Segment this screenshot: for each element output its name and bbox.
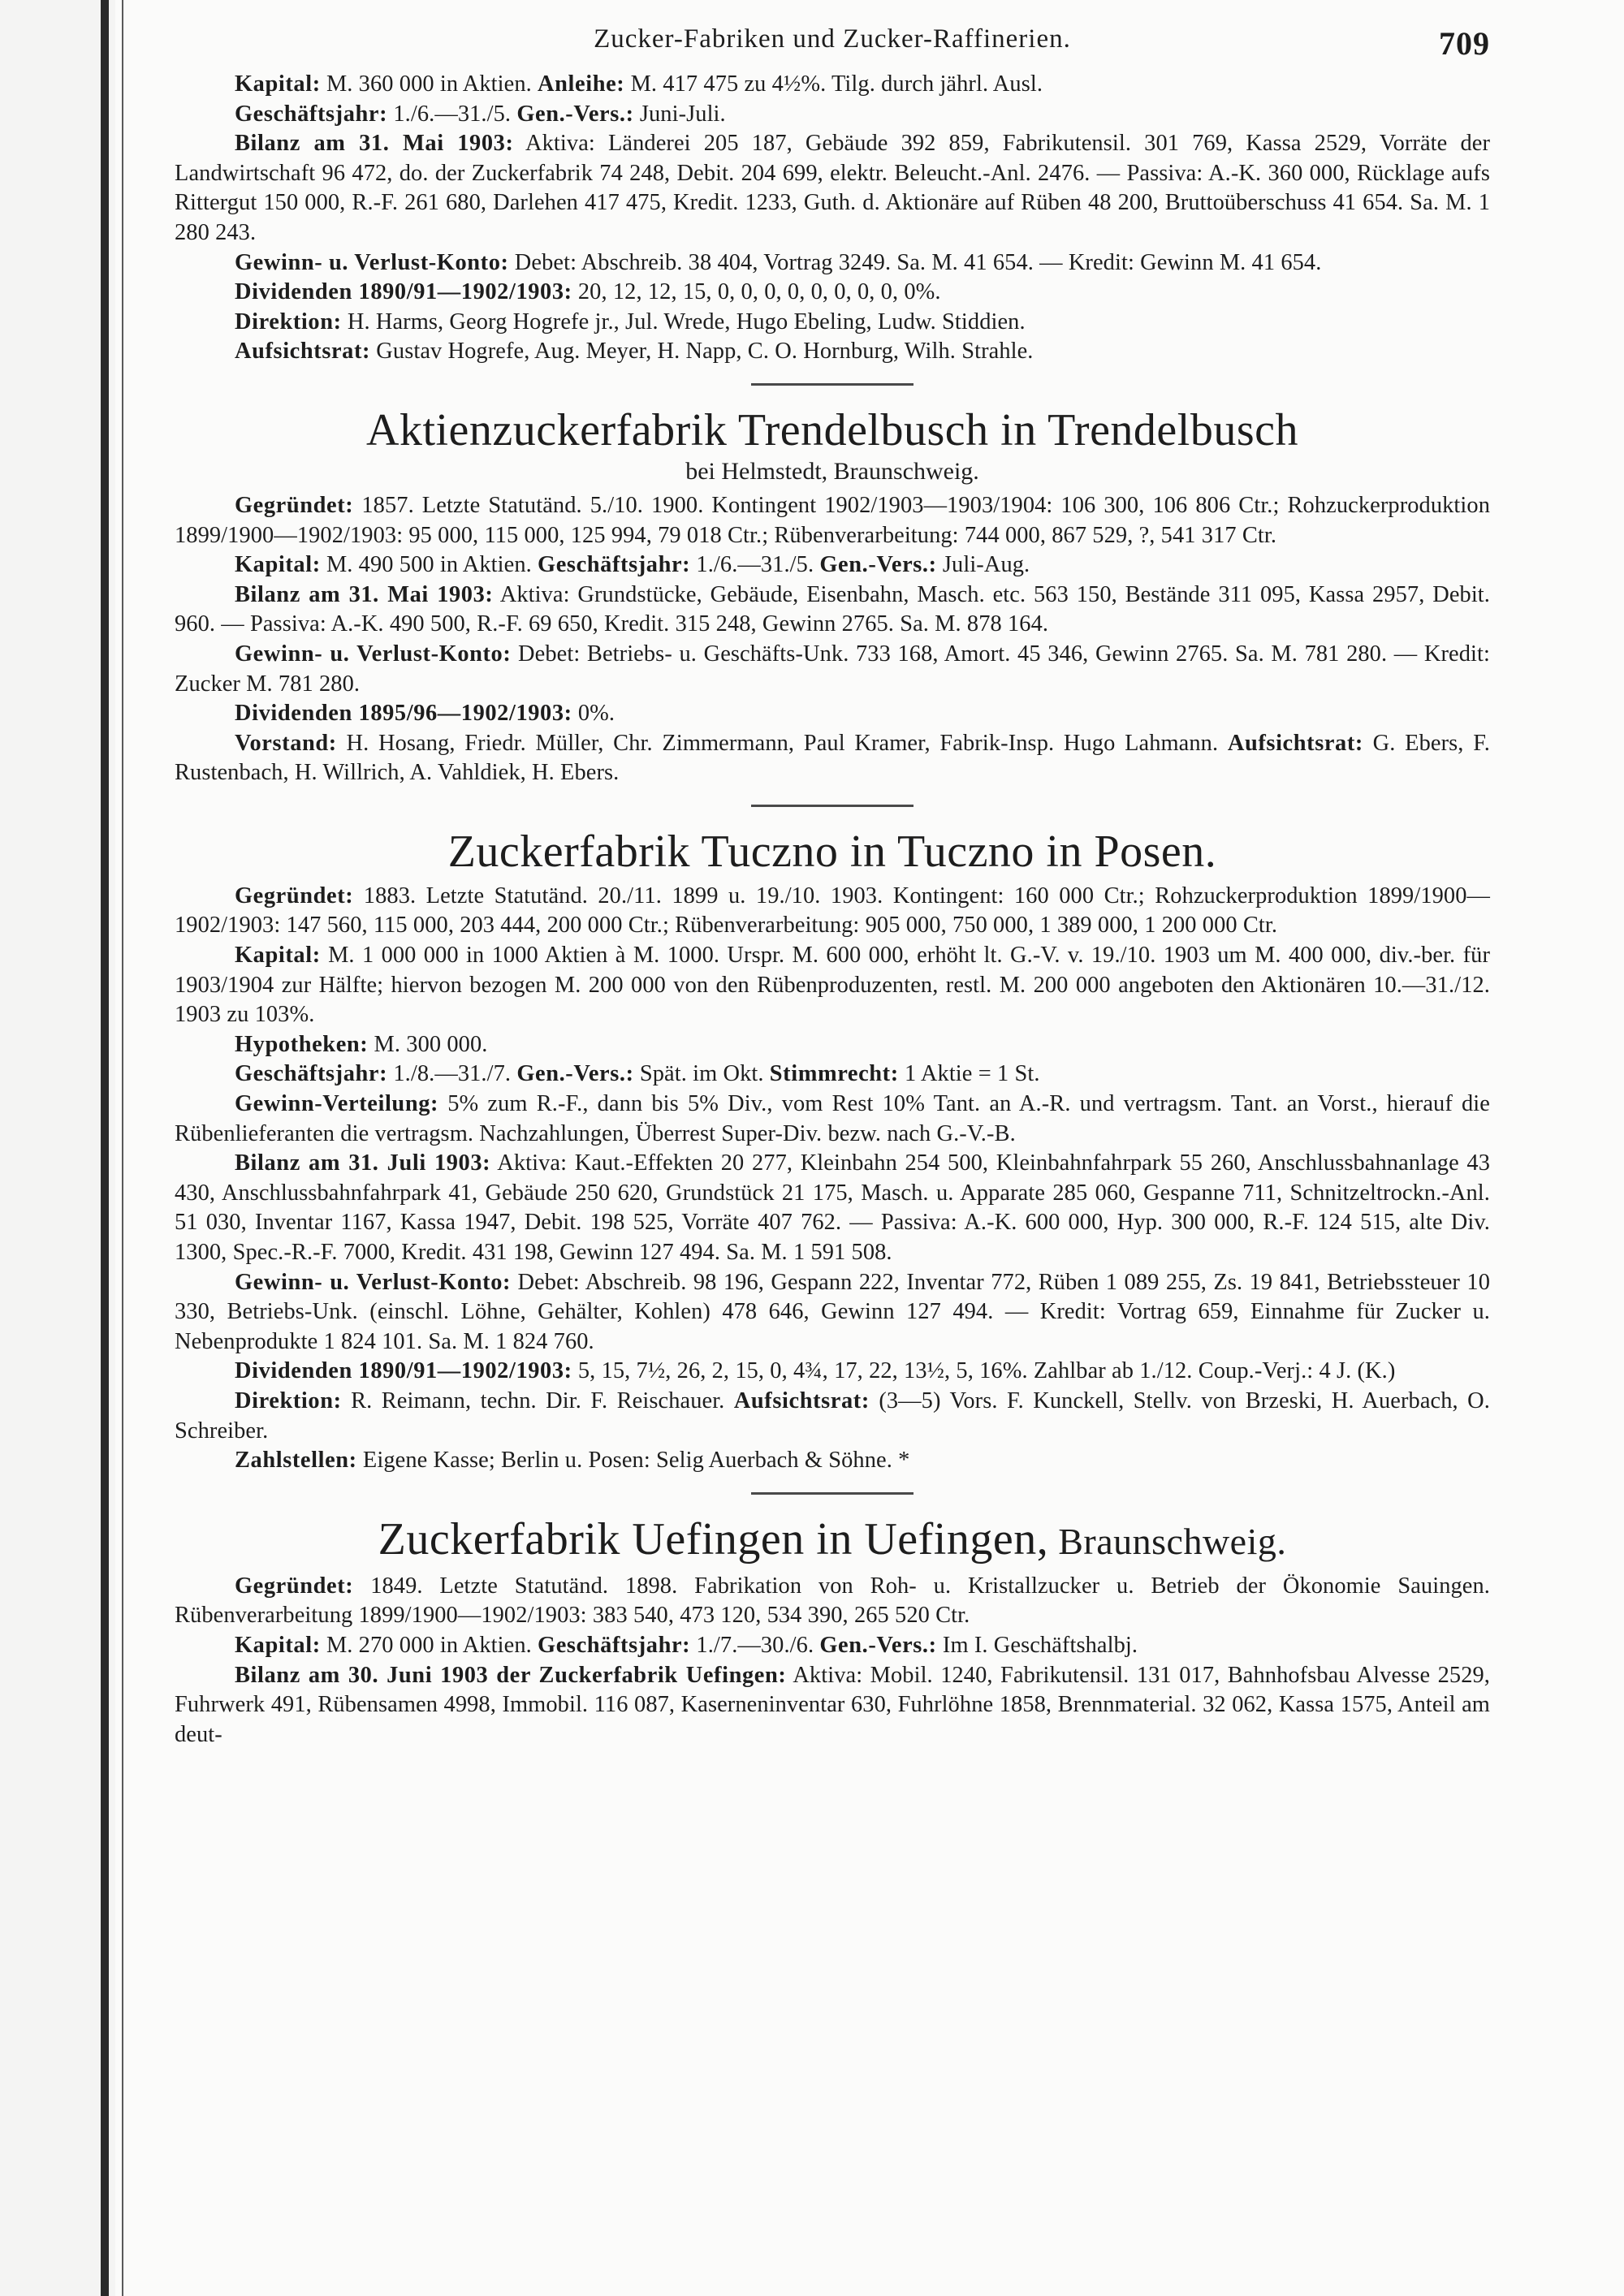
entry-line [175, 1149, 1490, 1267]
entry-line [175, 941, 1490, 1030]
company-entry [175, 404, 1490, 788]
running-head [175, 24, 1490, 70]
entry-line [175, 100, 1490, 130]
field-label: Geschäftsjahr: [235, 1061, 388, 1087]
entry-line [175, 640, 1490, 699]
entry-line [175, 1060, 1490, 1090]
field-label: Bilanz am 30. Juni 1903 der Zuckerfabrik Uefingen: [235, 1662, 787, 1688]
entry-line [175, 1446, 1490, 1476]
entry-line [175, 1572, 1490, 1631]
field-value: 1./6.—31./5. [387, 101, 517, 127]
field-label: Gen.-Vers.: [819, 1632, 937, 1658]
field-label: Dividenden 1890/91—1902/1903: [235, 1358, 572, 1384]
entry-line [175, 1631, 1490, 1661]
company-entry [175, 825, 1490, 1476]
field-value: 1849. Letzte Statutänd. 1898. Fabrikation von Roh- u. Kristallzucker u. Betrieb der Ökonomie Sauingen. Rübenverarbeitung 1899/1900—1902/1903: 383 540, 473 120, 534 390, 265 520 Ctr. [175, 1573, 1490, 1629]
field-value: Eigene Kasse; Berlin u. Posen: Selig Auerbach & Söhne. * [356, 1448, 910, 1474]
field-value: Spät. im Okt. [633, 1061, 770, 1087]
field-label: Kapital: [235, 552, 321, 578]
field-label: Anleihe: [538, 71, 625, 97]
entry-line [175, 129, 1490, 248]
page-content [175, 24, 1490, 1750]
entry-line [175, 729, 1490, 788]
field-label: Bilanz am 31. Juli 1903: [235, 1150, 491, 1176]
field-value: H. Hosang, Friedr. Müller, Chr. Zimmermann, Paul Kramer, Fabrik-Insp. Hugo Lahmann. [336, 730, 1228, 756]
field-value: M. 270 000 in Aktien. [320, 1632, 538, 1658]
entry-line [175, 1268, 1490, 1357]
field-label: Vorstand: [235, 730, 337, 756]
field-label: Geschäftsjahr: [538, 1632, 691, 1658]
entry-line [175, 699, 1490, 729]
field-value: 1 Aktie = 1 St. [898, 1061, 1040, 1087]
field-value: 5% zum R.-F., dann bis 5% Div., vom Rest 10% Tant. an A.-R. und vertragsm. Tant. an Vorst., hierauf die Rübenlieferanten die vertragsm. Nachzahlungen, Überrest Super-Div. bezw. nach G.-V.-B. [175, 1091, 1490, 1146]
field-label: Bilanz am 31. Mai 1903: [235, 581, 494, 607]
company-entry [175, 1513, 1490, 1750]
field-value: 20, 12, 12, 15, 0, 0, 0, 0, 0, 0, 0, 0, 0%. [572, 279, 941, 305]
entry-line [175, 1661, 1490, 1750]
field-value: Im I. Geschäftshalbj. [936, 1632, 1138, 1658]
field-value: G. Ebers, F. Rustenbach, H. Willrich, A. Vahldiek, H. Ebers. [175, 730, 1491, 786]
entry-line [175, 248, 1490, 278]
field-label: Gegründet: [235, 1573, 354, 1599]
field-label: Dividenden 1890/91—1902/1903: [235, 279, 572, 305]
entry-line [175, 580, 1490, 640]
company-title-main: Zuckerfabrik Uefingen in Uefingen, [378, 1513, 1049, 1564]
field-value: M. 300 000. [368, 1031, 488, 1057]
field-value: Juni-Juli. [633, 101, 726, 127]
entry-line [175, 1030, 1490, 1060]
field-value: (3—5) Vors. F. Kunckell, Stellv. von Brzeski, H. Auerbach, O. Schreiber. [175, 1388, 1490, 1444]
field-label: Gen.-Vers.: [516, 1061, 634, 1087]
entry-line [175, 550, 1490, 580]
field-value: Aktiva: Kaut.-Effekten 20 277, Kleinbahn 254 500, Kleinbahnfahrpark 55 260, Anschlussbahnanlage 43 430, Anschlussbahnfahrpark 41, Gebäude 250 620, Grundstück 21 175, Masch. u. Apparate 285 060, Gespanne 711, Schnitzeltrockn.-Anl. 51 030, Inventar 1167, Kassa 1947, Debit. 198 525, Vorräte 407 762. — Passiva: A.-K. 600 000, Hyp. 300 000, R.-F. 124 515, alte Div. 1300, Spec.-R.-F. 7000, Kredit. 431 198, Gewinn 127 494. Sa. M. 1 591 508. [175, 1150, 1491, 1265]
field-label: Bilanz am 31. Mai 1903: [235, 131, 514, 157]
section-divider [751, 805, 914, 807]
field-label: Direktion: [235, 1388, 342, 1413]
field-value: M. 417 475 zu 4½%. Tilg. durch jährl. Ausl. [624, 71, 1043, 97]
field-label: Dividenden 1895/96—1902/1903: [235, 701, 572, 727]
company-title [175, 1513, 1490, 1569]
company-title: Zuckerfabrik Tuczno in Tuczno in Posen. [447, 826, 1217, 877]
field-label: Kapital: [235, 71, 321, 97]
entry-line [175, 337, 1490, 367]
entry-line [175, 1387, 1490, 1446]
section-divider [751, 383, 914, 386]
left-page-gutter [0, 0, 115, 2296]
field-value: 1883. Letzte Statutänd. 20./11. 1899 u. 19./10. 1903. Kontingent: 160 000 Ctr.; Rohzuckerproduktion 1899/1900—1902/1903: 147 560, 115 000, 203 444, 200 000 Ctr.; Rübenverarbeitung: 905 000, 750 000, 1 389 000, 1 200 000 Ctr. [175, 883, 1490, 939]
field-value: Debet: Abschreib. 98 196, Gespann 222, Inventar 772, Rüben 1 089 255, Zs. 19 841, Betriebssteuer 10 330, Betriebs-Unk. (einschl. Löhne, Gehälter, Kohlen) 478 646, Gewinn 127 494. — Kredit: Vortrag 659, Einnahme für Zucker u. Nebenprodukte 1 824 101. Sa. M. 1 824 760. [175, 1269, 1490, 1354]
field-value: M. 490 500 in Aktien. [320, 552, 538, 578]
field-label: Gen.-Vers.: [819, 552, 937, 578]
entry-line [175, 70, 1490, 100]
field-value: R. Reimann, techn. Dir. F. Reischauer. [341, 1388, 734, 1413]
field-value: M. 360 000 in Aktien. [320, 71, 538, 97]
field-label: Gegründet: [235, 883, 354, 908]
field-label: Kapital: [235, 943, 321, 969]
field-label: Geschäftsjahr: [538, 552, 691, 578]
field-value: Gustav Hogrefe, Aug. Meyer, H. Napp, C. O. Hornburg, Wilh. Strahle. [370, 339, 1034, 365]
field-label: Gegründet: [235, 492, 354, 518]
entry-line [175, 1090, 1490, 1149]
field-value: Aktiva: Länderei 205 187, Gebäude 392 859, Fabrikutensil. 301 769, Kassa 2529, Vorräte der Landwirtschaft 96 472, do. der Zuckerfabrik 74 248, Debit. 204 699, elektr. Beleucht.-Anl. 2476. — Passiva: A.-K. 360 000, Rücklage aufs Rittergut 150 000, R.-F. 261 680, Darlehen 417 475, Kredit. 1233, Guth. d. Aktionäre auf Rüben 48 200, Bruttoüberschuss 41 654. Sa. M. 1 280 243. [175, 131, 1491, 245]
field-value: 1857. Letzte Statutänd. 5./10. 1900. Kontingent 1902/1903—1903/1904: 106 300, 106 806 Ctr.; Rohzuckerproduktion 1899/1900—1902/1903: 95 000, 115 000, 125 994, 79 018 Ctr.; Rübenverarbeitung: 744 000, 867 529, ?, 541 317 Ctr. [175, 492, 1490, 548]
entry-continuation [175, 70, 1490, 367]
field-label: Aufsichtsrat: [235, 339, 371, 365]
page-number: 709 [1439, 25, 1490, 62]
field-label: Hypotheken: [235, 1031, 369, 1057]
field-value: Debet: Abschreib. 38 404, Vortrag 3249. Sa. M. 41 654. — Kredit: Gewinn M. 41 654. [508, 249, 1322, 275]
field-label: Gewinn- u. Verlust-Konto: [235, 1269, 512, 1295]
field-label: Zahlstellen: [235, 1448, 357, 1474]
field-value: H. Harms, Georg Hogrefe jr., Jul. Wrede, Hugo Ebeling, Ludw. Stiddien. [341, 309, 1026, 334]
field-value: Aktiva: Mobil. 1240, Fabrikutensil. 131 017, Bahnhofsbau Alvesse 2529, Fuhrwerk 491, Rübensamen 4998, Immobil. 116 087, Kaserneninventar 630, Fuhrlöhne 1858, Brennmaterial. 32 062, Kassa 1575, Anteil am deut- [175, 1662, 1490, 1747]
entry-line [175, 491, 1490, 550]
field-label: Gewinn-Verteilung: [235, 1091, 439, 1117]
field-value: 5, 15, 7½, 26, 2, 15, 0, 4¾, 17, 22, 13½, 5, 16%. Zahlbar ab 1./12. Coup.-Verj.: 4 J. (K.) [572, 1358, 1396, 1384]
field-label: Direktion: [235, 309, 342, 334]
company-location: bei Helmstedt, Braunschweig. [685, 457, 979, 485]
running-title: Zucker-Fabriken und Zucker-Raffinerien. [594, 24, 1071, 54]
field-label: Geschäftsjahr: [235, 101, 388, 127]
field-value: 1./7.—30./6. [690, 1632, 820, 1658]
field-label: Stimmrecht: [769, 1061, 899, 1087]
entry-line [175, 308, 1490, 338]
entry-line [175, 882, 1490, 941]
binding-edge [122, 0, 123, 2296]
field-value: M. 1 000 000 in 1000 Aktien à M. 1000. Urspr. M. 600 000, erhöht lt. G.-V. v. 19./10. 1903 um M. 400 000, div.-ber. für 1903/1904 zur Hälfte; hiervon bezogen M. 200 000 von den Rübenproduzenten, restl. M. 200 000 angeboten den Aktionären 10.—31./12. 1903 zu 103%. [175, 943, 1490, 1028]
field-value: Debet: Betriebs- u. Geschäfts-Unk. 733 168, Amort. 45 346, Gewinn 2765. Sa. M. 781 280. — Kredit: Zucker M. 781 280. [175, 641, 1490, 697]
field-label: Kapital: [235, 1632, 321, 1658]
field-value: 1./6.—31./5. [690, 552, 820, 578]
binding-shadow [101, 0, 109, 2296]
field-value: Aktiva: Grundstücke, Gebäude, Eisenbahn, Masch. etc. 563 150, Bestände 311 095, Kassa 2957, Debit. 960. — Passiva: A.-K. 490 500, R.-F. 69 650, Kredit. 315 248, Gewinn 2765. Sa. M. 878 164. [175, 581, 1490, 637]
field-label: Gen.-Vers.: [516, 101, 634, 127]
field-value: 1./8.—31./7. [387, 1061, 517, 1087]
field-value: 0%. [572, 701, 615, 727]
field-label: Aufsichtsrat: [733, 1388, 870, 1413]
entry-line [175, 278, 1490, 308]
field-label: Gewinn- u. Verlust-Konto: [235, 641, 512, 667]
field-label: Aufsichtsrat: [1227, 730, 1363, 756]
company-title: Aktienzuckerfabrik Trendelbusch in Trendelbusch [366, 404, 1298, 455]
entry-line [175, 1357, 1490, 1387]
field-value: Juli-Aug. [936, 552, 1030, 578]
company-title-region: Braunschweig. [1048, 1520, 1287, 1562]
field-label: Gewinn- u. Verlust-Konto: [235, 249, 509, 275]
section-divider [751, 1492, 914, 1495]
